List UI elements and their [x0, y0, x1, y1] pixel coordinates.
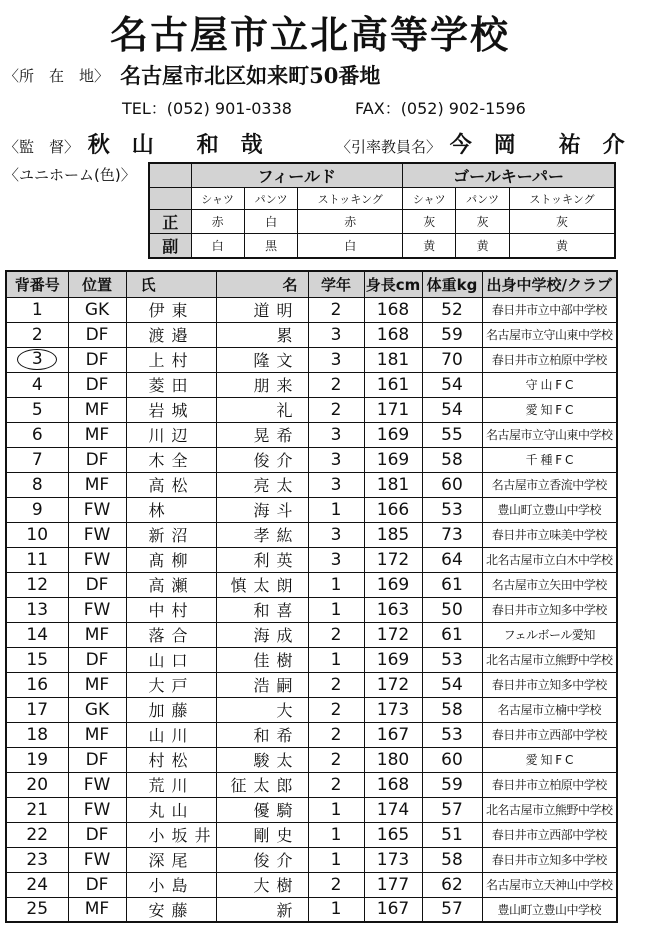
player-number: 2 [6, 322, 68, 347]
player-position: FW [68, 772, 126, 797]
player-roster-table [5, 270, 618, 923]
player-school: 名古屋市立香流中学校 [482, 472, 617, 497]
player-given-name: 俊介 [216, 447, 308, 472]
uniform-side-label: 副 [149, 234, 191, 259]
player-position: DF [68, 572, 126, 597]
player-weight: 61 [422, 572, 482, 597]
player-position: FW [68, 547, 126, 572]
uniform-color: 黄 [510, 234, 616, 259]
player-family-name: 林 [126, 497, 216, 522]
player-given-name: 晃希 [216, 422, 308, 447]
player-number: 23 [6, 847, 68, 872]
player-family-name: 加藤 [126, 697, 216, 722]
player-family-name: 新沼 [126, 522, 216, 547]
player-height: 174 [364, 797, 422, 822]
player-number: 8 [6, 472, 68, 497]
player-family-name: 丸山 [126, 797, 216, 822]
uniform-color: 白 [298, 234, 403, 259]
player-height: 168 [364, 772, 422, 797]
uniform-label: 〈ユニホーム(色)〉 [4, 166, 136, 184]
player-number: 1 [6, 297, 68, 322]
player-number: 25 [6, 897, 68, 922]
player-family-name: 小坂井 [126, 822, 216, 847]
player-weight: 61 [422, 622, 482, 647]
uniform-item: シャツ [403, 188, 456, 210]
player-family-name: 渡邉 [126, 322, 216, 347]
player-given-name: 和喜 [216, 597, 308, 622]
table-row [6, 447, 617, 472]
player-position: DF [68, 822, 126, 847]
player-position: MF [68, 672, 126, 697]
player-weight: 53 [422, 722, 482, 747]
uniform-item: パンツ [456, 188, 510, 210]
table-row [6, 347, 617, 372]
player-grade: 1 [308, 822, 364, 847]
uniform-item: ストッキング [298, 188, 403, 210]
player-height: 169 [364, 572, 422, 597]
player-given-name: 利英 [216, 547, 308, 572]
uniform-item-row [149, 188, 615, 210]
table-row [6, 772, 617, 797]
uniform-color: 灰 [510, 210, 616, 234]
player-school: 名古屋市立守山東中学校 [482, 322, 617, 347]
player-position: GK [68, 697, 126, 722]
player-weight: 51 [422, 822, 482, 847]
player-grade: 3 [308, 547, 364, 572]
player-position: DF [68, 872, 126, 897]
player-number: 11 [6, 547, 68, 572]
player-number: 7 [6, 447, 68, 472]
address-label: 〈所 在 地〉 [4, 66, 110, 85]
player-school: 北名古屋市立熊野中学校 [482, 647, 617, 672]
player-grade: 2 [308, 872, 364, 897]
table-row [6, 547, 617, 572]
table-row [6, 472, 617, 497]
school-title: 名古屋市立北高等学校 [109, 13, 510, 57]
player-grade: 3 [308, 422, 364, 447]
header-height: 身長cm [364, 271, 422, 297]
player-weight: 57 [422, 897, 482, 922]
player-grade: 3 [308, 347, 364, 372]
player-number [6, 347, 68, 372]
coach-label: 〈引率教員名〉 [336, 138, 442, 156]
player-weight: 58 [422, 847, 482, 872]
player-family-name: 伊東 [126, 297, 216, 322]
player-height: 166 [364, 497, 422, 522]
player-given-name: 佳樹 [216, 647, 308, 672]
coach-family-name: 今岡 [449, 132, 538, 158]
player-position: FW [68, 847, 126, 872]
player-grade: 1 [308, 797, 364, 822]
uniform-color: 赤 [191, 210, 244, 234]
player-position: MF [68, 622, 126, 647]
player-school: 春日井市立西部中学校 [482, 822, 617, 847]
uniform-color: 黄 [403, 234, 456, 259]
table-row [6, 797, 617, 822]
player-height: 163 [364, 597, 422, 622]
player-position: FW [68, 797, 126, 822]
table-row [6, 522, 617, 547]
player-number: 18 [6, 722, 68, 747]
coach-block [336, 128, 647, 159]
player-number: 13 [6, 597, 68, 622]
player-number: 19 [6, 747, 68, 772]
player-position: MF [68, 422, 126, 447]
player-grade: 1 [308, 647, 364, 672]
player-position: FW [68, 522, 126, 547]
player-grade: 1 [308, 897, 364, 922]
uniform-color: 赤 [298, 210, 403, 234]
player-grade: 3 [308, 472, 364, 497]
player-family-name: 深尾 [126, 847, 216, 872]
player-school: 守 山 F C [482, 372, 617, 397]
uniform-item: パンツ [244, 188, 298, 210]
uniform-color: 灰 [403, 210, 456, 234]
player-school: 豊山町立豊山中学校 [482, 497, 617, 522]
player-family-name: 大戸 [126, 672, 216, 697]
header-school: 出身中学校/クラブ [482, 271, 617, 297]
player-family-name: 上村 [126, 347, 216, 372]
player-school: 名古屋市立矢田中学校 [482, 572, 617, 597]
player-grade: 2 [308, 372, 364, 397]
player-given-name: 海斗 [216, 497, 308, 522]
player-position: MF [68, 397, 126, 422]
player-school: 北名古屋市立白木中学校 [482, 547, 617, 572]
table-row [6, 822, 617, 847]
header-name-family: 氏 [126, 271, 216, 297]
table-row [6, 872, 617, 897]
player-position: MF [68, 722, 126, 747]
player-weight: 62 [422, 872, 482, 897]
player-number: 9 [6, 497, 68, 522]
player-school: 愛 知 F C [482, 397, 617, 422]
player-height: 172 [364, 672, 422, 697]
player-weight: 50 [422, 597, 482, 622]
coach-given-name: 祐介 [558, 132, 647, 158]
uniform-color: 黒 [244, 234, 298, 259]
player-given-name: 大樹 [216, 872, 308, 897]
player-family-name: 小島 [126, 872, 216, 897]
player-position: DF [68, 322, 126, 347]
player-family-name: 荒川 [126, 772, 216, 797]
uniform-group-field: フィールド [191, 163, 403, 188]
player-height: 167 [364, 722, 422, 747]
address-line [4, 60, 380, 90]
player-height: 167 [364, 897, 422, 922]
player-school: 春日井市立味美中学校 [482, 522, 617, 547]
player-height: 180 [364, 747, 422, 772]
player-number: 22 [6, 822, 68, 847]
player-position: DF [68, 747, 126, 772]
player-height: 172 [364, 622, 422, 647]
player-given-name: 累 [216, 322, 308, 347]
uniform-group-keeper: ゴールキーパー [403, 163, 615, 188]
header-grade: 学年 [308, 271, 364, 297]
fax-number: FAX：(052) 902-1596 [355, 99, 526, 118]
table-row [6, 372, 617, 397]
player-grade: 2 [308, 672, 364, 697]
player-position: DF [68, 372, 126, 397]
table-row [6, 697, 617, 722]
player-school: フェルボール愛知 [482, 622, 617, 647]
table-row [6, 572, 617, 597]
uniform-color: 灰 [456, 210, 510, 234]
player-height: 171 [364, 397, 422, 422]
player-height: 173 [364, 847, 422, 872]
player-grade: 2 [308, 772, 364, 797]
player-weight: 58 [422, 447, 482, 472]
player-weight: 54 [422, 372, 482, 397]
player-weight: 59 [422, 322, 482, 347]
player-school: 名古屋市立天神山中学校 [482, 872, 617, 897]
player-number: 17 [6, 697, 68, 722]
player-family-name: 木全 [126, 447, 216, 472]
header-name-given: 名 [216, 271, 308, 297]
player-number: 4 [6, 372, 68, 397]
player-grade: 2 [308, 697, 364, 722]
player-given-name: 慎太朗 [216, 572, 308, 597]
player-height: 169 [364, 447, 422, 472]
player-given-name: 駿太 [216, 747, 308, 772]
player-position: FW [68, 597, 126, 622]
uniform-color: 黄 [456, 234, 510, 259]
table-row [6, 897, 617, 922]
tel-number: TEL：(052) 901-0338 [122, 99, 292, 118]
player-given-name: 和希 [216, 722, 308, 747]
player-given-name: 礼 [216, 397, 308, 422]
player-given-name: 孝紘 [216, 522, 308, 547]
player-weight: 59 [422, 772, 482, 797]
player-school: 豊山町立豊山中学校 [482, 897, 617, 922]
uniform-corner-cell [149, 188, 191, 210]
header-weight: 体重kg [422, 271, 482, 297]
player-position: FW [68, 497, 126, 522]
uniform-secondary-row [149, 234, 615, 259]
player-height: 169 [364, 647, 422, 672]
player-height: 172 [364, 547, 422, 572]
player-number: 15 [6, 647, 68, 672]
player-position: DF [68, 347, 126, 372]
table-row [6, 647, 617, 672]
player-weight: 73 [422, 522, 482, 547]
player-position: GK [68, 297, 126, 322]
player-school: 愛 知 F C [482, 747, 617, 772]
player-height: 168 [364, 297, 422, 322]
uniform-corner-cell [149, 163, 191, 188]
player-height: 168 [364, 322, 422, 347]
supervisor-family-name: 秋山 [87, 132, 176, 158]
player-weight: 70 [422, 347, 482, 372]
player-weight: 64 [422, 547, 482, 572]
player-number: 20 [6, 772, 68, 797]
player-given-name: 優騎 [216, 797, 308, 822]
uniform-group-row [149, 163, 615, 188]
contact-line [122, 96, 526, 119]
player-weight: 53 [422, 647, 482, 672]
player-height: 173 [364, 697, 422, 722]
player-given-name: 征太郎 [216, 772, 308, 797]
table-row [6, 297, 617, 322]
player-position: DF [68, 447, 126, 472]
player-school: 名古屋市立守山東中学校 [482, 422, 617, 447]
player-grade: 1 [308, 847, 364, 872]
player-weight: 55 [422, 422, 482, 447]
uniform-item: ストッキング [510, 188, 616, 210]
player-height: 177 [364, 872, 422, 897]
player-number: 5 [6, 397, 68, 422]
player-number: 10 [6, 522, 68, 547]
roster-body [6, 297, 617, 922]
table-row [6, 747, 617, 772]
uniform-color-table [148, 162, 616, 259]
player-family-name: 落合 [126, 622, 216, 647]
player-number: 16 [6, 672, 68, 697]
table-row [6, 422, 617, 447]
player-grade: 3 [308, 322, 364, 347]
player-number: 24 [6, 872, 68, 897]
player-given-name: 浩嗣 [216, 672, 308, 697]
player-school: 春日井市立西部中学校 [482, 722, 617, 747]
uniform-color: 白 [244, 210, 298, 234]
player-given-name: 朋来 [216, 372, 308, 397]
player-weight: 52 [422, 297, 482, 322]
player-given-name: 道明 [216, 297, 308, 322]
player-family-name: 高瀬 [126, 572, 216, 597]
player-grade: 1 [308, 572, 364, 597]
table-row [6, 597, 617, 622]
player-family-name: 村松 [126, 747, 216, 772]
player-weight: 57 [422, 797, 482, 822]
player-height: 169 [364, 422, 422, 447]
player-given-name: 剛史 [216, 822, 308, 847]
player-family-name: 岩城 [126, 397, 216, 422]
player-school: 千 種 F C [482, 447, 617, 472]
player-grade: 2 [308, 297, 364, 322]
player-school: 春日井市立知多中学校 [482, 847, 617, 872]
supervisor-given-name: 和哉 [196, 132, 285, 158]
player-height: 181 [364, 472, 422, 497]
player-given-name: 俊介 [216, 847, 308, 872]
player-given-name: 亮太 [216, 472, 308, 497]
player-height: 185 [364, 522, 422, 547]
table-row [6, 322, 617, 347]
player-weight: 54 [422, 672, 482, 697]
uniform-item: シャツ [191, 188, 244, 210]
player-height: 181 [364, 347, 422, 372]
player-school: 名古屋市立楠中学校 [482, 697, 617, 722]
player-grade: 3 [308, 522, 364, 547]
player-height: 165 [364, 822, 422, 847]
table-row [6, 847, 617, 872]
table-row [6, 622, 617, 647]
player-school: 春日井市立中部中学校 [482, 297, 617, 322]
player-position: MF [68, 897, 126, 922]
player-school: 春日井市立知多中学校 [482, 672, 617, 697]
roster-header-row [6, 271, 617, 297]
player-school: 北名古屋市立熊野中学校 [482, 797, 617, 822]
player-weight: 60 [422, 747, 482, 772]
table-row [6, 722, 617, 747]
player-family-name: 中村 [126, 597, 216, 622]
player-weight: 58 [422, 697, 482, 722]
uniform-primary-row [149, 210, 615, 234]
uniform-side-label: 正 [149, 210, 191, 234]
player-number: 14 [6, 622, 68, 647]
player-grade: 3 [308, 447, 364, 472]
player-position: DF [68, 647, 126, 672]
header-position: 位置 [68, 271, 126, 297]
player-weight: 53 [422, 497, 482, 522]
player-grade: 2 [308, 622, 364, 647]
table-row [6, 397, 617, 422]
player-weight: 60 [422, 472, 482, 497]
supervisor-label: 〈監 督〉 [4, 138, 80, 156]
player-family-name: 髙柳 [126, 547, 216, 572]
player-number: 6 [6, 422, 68, 447]
player-family-name: 山口 [126, 647, 216, 672]
player-school: 春日井市立知多中学校 [482, 597, 617, 622]
uniform-color: 白 [191, 234, 244, 259]
table-row [6, 497, 617, 522]
player-family-name: 川辺 [126, 422, 216, 447]
address-value: 名古屋市北区如来町50番地 [120, 63, 381, 88]
player-given-name: 大 [216, 697, 308, 722]
player-grade: 1 [308, 497, 364, 522]
captain-number-circle: 3 [17, 349, 57, 370]
player-grade: 2 [308, 722, 364, 747]
player-family-name: 高松 [126, 472, 216, 497]
player-number: 21 [6, 797, 68, 822]
player-given-name: 隆文 [216, 347, 308, 372]
header-number: 背番号 [6, 271, 68, 297]
player-height: 161 [364, 372, 422, 397]
player-grade: 2 [308, 397, 364, 422]
player-grade: 1 [308, 597, 364, 622]
player-weight: 54 [422, 397, 482, 422]
player-given-name: 新 [216, 897, 308, 922]
player-position: MF [68, 472, 126, 497]
staff-line [4, 128, 647, 159]
player-given-name: 海成 [216, 622, 308, 647]
player-family-name: 菱田 [126, 372, 216, 397]
player-grade: 2 [308, 747, 364, 772]
table-row [6, 672, 617, 697]
player-number: 12 [6, 572, 68, 597]
player-school: 春日井市立柏原中学校 [482, 347, 617, 372]
player-family-name: 安藤 [126, 897, 216, 922]
player-family-name: 山川 [126, 722, 216, 747]
player-school: 春日井市立柏原中学校 [482, 772, 617, 797]
